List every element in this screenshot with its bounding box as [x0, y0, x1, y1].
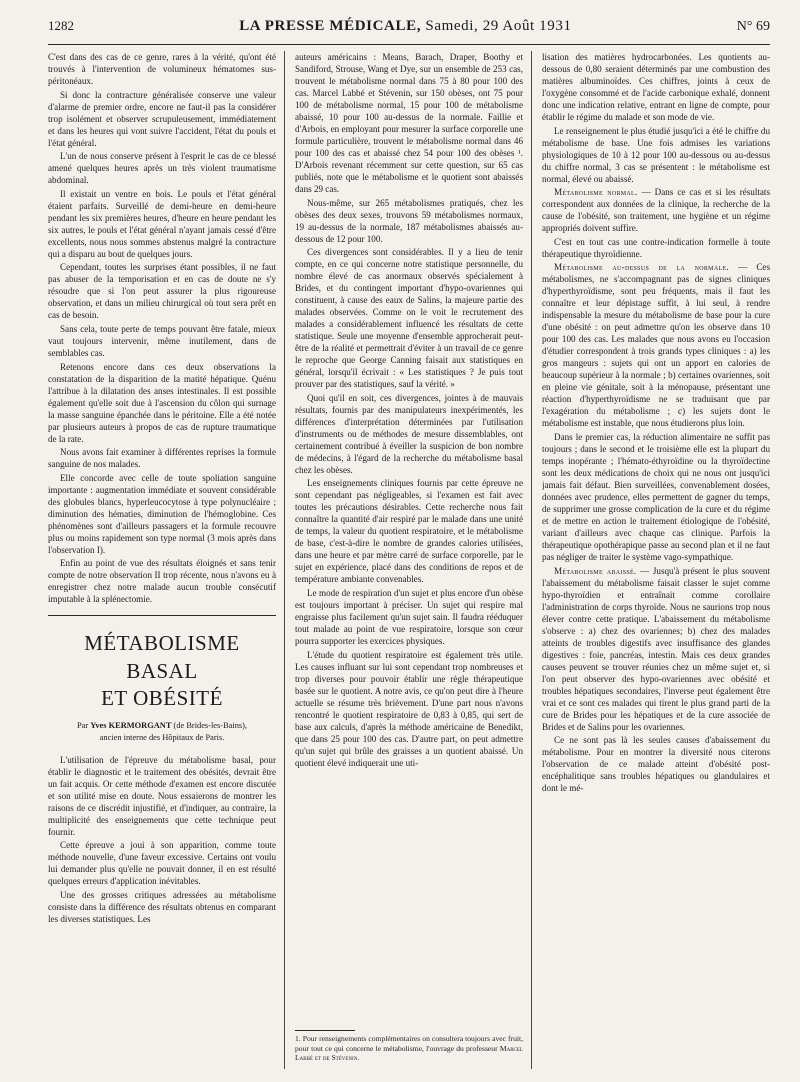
paragraph: C'est dans des cas de ce genre, rares à la vérité, qu'ont été trouvés à l'intervention de volumineux hématomes sus-péritonéaux. — [48, 52, 276, 86]
section-lowered — [542, 565, 770, 733]
section-above-normal — [542, 261, 770, 429]
paragraph: C'est en tout cas une contre-indication formelle à toute thérapeutique thyroïdienne. — [542, 236, 770, 259]
paragraph: lisation des matières hydrocarbonées. Les quotients au-dessous de 0,80 seraient déterminés par une combustion des matières albuminoïdes. Ces chiffres, joints à ceux de l'oxygène consommé et de l'acide carbonique exhalé, donnent donc une indication relative, entrant en ligne de compte, pour établir le régime du malade et son mode de vie. — [542, 52, 770, 122]
issue-number: N° 69 — [736, 19, 770, 34]
paragraph: Ces divergences sont considérables. Il y a lieu de tenir compte, en ce qui concerne notre statistique personnelle, du nombre élevé de cas anormaux observés spécialement à Brides, et du contingent important d'hypo-ovariennes qui constituent, à cause des eaux de Salins, la majeure partie des malades observées. Comme on le voit le recrutement des malades a considérablement influencé les résultats de cette statistique. Seule une moyenne d'ensemble approcherait peut-être de la réalité et permettrait d'éviter à un travail de ce genre le reproche que George Canning faisait aux statistiques en général, lorsqu'il écrivait : « Les statistiques ? Je puis tout prouver par des statistiques, sauf la vérité. » — [295, 247, 523, 390]
page-number: 1282 — [48, 18, 74, 33]
section-heading: Métabolisme normal. — [554, 187, 638, 198]
section-heading: Métabolisme au-dessus de la normale. — [554, 262, 729, 273]
section-normal — [542, 186, 770, 234]
paragraph: Cependant, toutes les surprises étant possibles, il ne faut pas abuser de la temporisation et en cas de doute ne s'y résoudre que si l'on peut assurer la plus rigoureuse observation, et dans un milieu chirurgical où tout sera prêt en cas de besoin. — [48, 262, 276, 321]
column-3 — [542, 51, 770, 1069]
paragraph: Retenons encore dans ces deux observations la constatation de la disparition de la matité hépatique. Quénu l'attribue à la dilatation des anses intestinales. Il est possible également qu'elle soit due à l'ascension du côlon qui surnage la masse sanguine épanchée dans le péritoine. Elle a été notée par plusieurs auteurs à propos de cas de rupture traumatique de la rate. — [48, 361, 276, 444]
article-title — [48, 630, 276, 712]
author-role: ancien interne des Hôpitaux de Paris. — [99, 733, 225, 742]
issue-date: Samedi, 29 Août 1931 — [425, 18, 572, 34]
text-columns — [48, 51, 770, 1069]
paragraph: Le renseignement le plus étudié jusqu'ici a été le chiffre du métabolisme de base. Une fois admises les variations physiologiques de 10 à 12 pour 100 au-dessous ou au-dessus du chiffre normal, 3 cas se présentent : le métabolisme est normal, élevé ou abaissé. — [542, 125, 770, 184]
paragraph: Une des grosses critiques adressées au métabolisme consiste dans la différence des résultats obtenus en comparant les diverses statistiques. Les — [48, 889, 276, 924]
page-header — [48, 18, 770, 45]
journal-masthead — [239, 18, 571, 35]
article-byline — [48, 720, 276, 744]
paragraph: Le mode de respiration d'un sujet et plus encore d'un obèse est toujours important à préciser. Un sujet qui respire mal engraisse plus facilement qu'un sujet sain. Il faudra rééduquer tout malade au point de vue respiratoire, lorsque son cœur pourra supporter les exercices physiques. — [295, 587, 523, 646]
paragraph: Elle concorde avec celle de toute spoliation sanguine importante : augmentation immédiate et souvent considérable des globules blancs, hyperleucocytose à type polynucléaire ; diminution des hématies, diminution de l'hémoglobine. Ces phénomènes sont d'ailleurs passagers et la formule recouvre plus ou moins rapidement son type normal (3 mois après dans l'observation I). — [48, 472, 276, 555]
column-2 — [295, 51, 532, 1069]
paragraph: auteurs américains : Means, Barach, Draper, Boothy et Sandiford, Strouse, Wang et Dye, sur un ensemble de 253 cas, trouvent le métabolisme normal dans 75 à 80 pour 100 des cas. Marcel Labbé et Stévenin, sur 150 obèses, ont 75 pour 100 de métabolisme normal, 15 pour 100 de métabolisme abaissé, 10 pour 100 au-dessus de la normale. Faillie et d'Arbois, en employant pour mesurer la surface corporelle une formule particulière, trouvent le métabolisme normal dans 46 pour 100 des cas et abaissé chez 54 pour 100 des obèses ¹. D'Arbois revenant récemment sur cette question, sur 65 cas publiés, note que le métabolisme et le quotient sont abaissés dans 29 cas. — [295, 52, 523, 194]
article-title-line-2: ET OBÉSITÉ — [101, 685, 223, 710]
footnote-rule — [295, 1030, 355, 1031]
byline-prefix: Par — [76, 721, 89, 731]
section-text: — Ces métabolismes, ne s'accompagnant pas de signes cliniques d'hyperthyroïdisme, sont peu fréquents, mais il faut les connaître et leur dépistage suffit, à lui seul, à rendre indispensable la mesure du métabolisme de base pour la cure d'une obésité : on peut admettre qu'on les observe dans 10 pour 100 des cas. Les malades que nous avons eu l'occasion d'étudier correspondent à trois grands types cliniques : a) les gros mangeurs : sujets qui ont un apport en calories de beaucoup supérieur à la normale ; b) certaines ovariennes, soit en pleine vie génitale, soit à la ménopause, présentant une réaction d'hyperthyroïdisme ne se traduisant que par l'exagération du métabolisme ; c) les sujets dont le métabolisme est instable, que nous étudierons plus loin. — [542, 262, 770, 429]
paragraph: Nous avons fait examiner à différentes reprises la formule sanguine de nos malades. — [48, 447, 276, 470]
footnote-text: 1. Pour renseignements complémentaires on consultera toujours avec fruit, pour tout ce qui concerne le métabolisme, l'ouvrage du professeur — [295, 1033, 523, 1053]
paragraph: Quoi qu'il en soit, ces divergences, jointes à de mauvais résultats, fournis par des manipulateurs inexpérimentés, les différences d'interprétation déterminées par l'utilisation d'instruments ou de méthodes de mesure dissemblables, ont certainement contribué à éveiller la suspicion de bon nombre de médecins, à l'égard de la recherche du métabolisme basal chez les obèses. — [295, 392, 523, 475]
paragraph: Cette épreuve a joui à son apparition, comme toute méthode nouvelle, d'une faveur excessive. Certains ont voulu lui demander plus qu'elle ne pouvait donner, il en est résulté quelques erreurs d'application inévitables. — [48, 840, 276, 887]
section-heading: Métabolisme abaissé. — [554, 565, 637, 576]
paragraph: Si donc la contracture généralisée conserve une valeur d'alarme de premier ordre, encore ne faut-il pas la considérer trop isolément et observer scrupuleusement, immédiatement et dans les heures qui vont suivre l'accident, l'état du pouls et l'état général. — [48, 89, 276, 148]
paragraph: Les enseignements cliniques fournis par cette épreuve ne sont cependant pas négligeables, si l'examen est fait avec toutes les précautions désirables. Cette recherche nous fait connaître la quantité d'air respiré par le malade dans une unité de temps, la valeur du quotient respiratoire, et le métabolisme de base, c'est-à-dire le nombre de grandes calories utilisées, dans une heure et par mètre carré de surface corporelle, par le sujet en expérience, placé dans des conditions de repos et de température ambiante convenables. — [295, 478, 523, 585]
byline-place: (de Brides-les-Bains), — [173, 721, 248, 731]
paragraph: Dans le premier cas, la réduction alimentaire ne suffit pas toujours ; dans le second et le troisième elle est la plupart du temps inopérante ; l'hémato-éthyroïdine ou la thyroïdectine sont les deux médications de choix qui ne nous ont jusqu'ici jamais fait défaut. Bien surveillées, convenablement dosées, données avec prudence, elles permettent de gagner du temps, de supprimer une grosse complication de la cure et du régime et de mettre en action le traitement étiologique de l'obésité, variant d'ailleurs avec chaque cas clinique. Parfois la thérapeutique opothérapique passe au second plan et il ne faut pas négliger de traiter le système vago-sympathique. — [542, 431, 770, 562]
paragraph: Ce ne sont pas là les seules causes d'abaissement du métabolisme. Pour en montrer la diversité nous citerons l'observation de ce malade atteint d'obésité post-encéphalitique sans troubles hépatiques ou glandulaires et dont le mé- — [542, 735, 770, 794]
journal-name: LA PRESSE MÉDICALE, — [239, 18, 422, 34]
footnote — [295, 1030, 523, 1063]
paragraph: L'un de nous conserve présent à l'esprit le cas de ce blessé amené quelques heures après un très violent traumatisme abdominal. — [48, 151, 276, 186]
article-divider — [48, 615, 276, 616]
footnote-authors: Marcel Labbé et de Stévenin. — [295, 1043, 523, 1063]
paragraph: Sans cela, toute perte de temps pouvant être fatale, mieux vaut toujours intervenir, même inutilement, dans de semblables cas. — [48, 323, 276, 358]
paragraph: L'étude du quotient respiratoire est également très utile. Les causes influant sur lui sont cependant trop nombreuses et trop diverses pour pouvoir établir une règle thérapeutique basée sur le quotient. A notre avis, ce qu'on peut dire à l'heure actuelle se résume très brièvement. D'une part nous n'avons rencontré le quotient respiratoire de 0,83 à 0,85, qui sert de base aux calculs, d'après la méthode américaine de Benedikt, que dans 25 pour 100 des cas. D'autre part, on peut admettre qu'un sujet qui brûle des graisses a un quotient abaissé. Un quotient élevé indiquerait une uti- — [295, 649, 523, 768]
section-text: — Dans ce cas et si les résultats correspondent aux données de la clinique, la recherche de la cause de l'obésité, son traitement, une hygiène et un régime appropriés doivent suffire. — [542, 187, 770, 234]
article-title-line-1: MÉTABOLISME BASAL — [84, 631, 240, 683]
section-text: — Jusqu'à présent le plus souvent l'abaissement du métabolisme faisait classer le sujet comme hypo-thyroïdien et entraînait comme corollaire l'administration de corps thyroïde. Nous ne saurions trop nous élever contre cette pratique. L'abaissement du métabolisme s'observe : a) chez des ovariennes; b) chez des malades atteints de troubles digestifs avec insuffisance des glandes digestives : foie, pancréas, intestin. Mais ces deux grandes causes peuvent se trouver réunies chez un même sujet et, si l'on peut observer des hypo-ovariennes avec obésité et troubles hépatiques secondaires, l'inverse peut également être vrai et ce sont ces malades qui tirent le plus grand parti de la cure de Brides pour les hépatiques et de la cure associée de Brides et de Salins pour les ovariennes. — [542, 565, 770, 732]
paragraph: L'utilisation de l'épreuve du métabolisme basal, pour établir le diagnostic et le traitement des obésités, devrait être un fait acquis. Or cette méthode d'examen est encore discutée et son utilité mise en doute. Nous essaierons de montrer les raisons de ce discrédit injustifié, et d'indiquer, au contraire, la multiplicité des enseignements que cette technique peut fournir. — [48, 754, 276, 837]
author-name: Yves KERMORGANT — [90, 721, 172, 731]
paragraph: Enfin au point de vue des résultats éloignés et sans tenir compte de notre observation II trop récente, nous n'avons eu à enregistrer chez notre malade aucun trouble consécutif imputable à la splénectomie. — [48, 558, 276, 605]
paragraph: Il existait un ventre en bois. Le pouls et l'état général étaient parfaits. Surveillé de demi-heure en demi-heure pendant les six premières heures, d'heure en heure pendant les six autres, le pouls et l'état général n'ayant jamais cessé d'être excellents, nous nous sommes abstenus malgré la contracture qui a disparu au bout de quelques jours. — [48, 188, 276, 259]
column-1 — [48, 51, 285, 1069]
paragraph: Nous-même, sur 265 métabolismes pratiqués, chez les obèses des deux sexes, trouvons 59 métabolismes normaux, 19 au-dessus de la normale, 187 métabolismes abaissés au-dessous de 12 pour 100. — [295, 197, 523, 244]
